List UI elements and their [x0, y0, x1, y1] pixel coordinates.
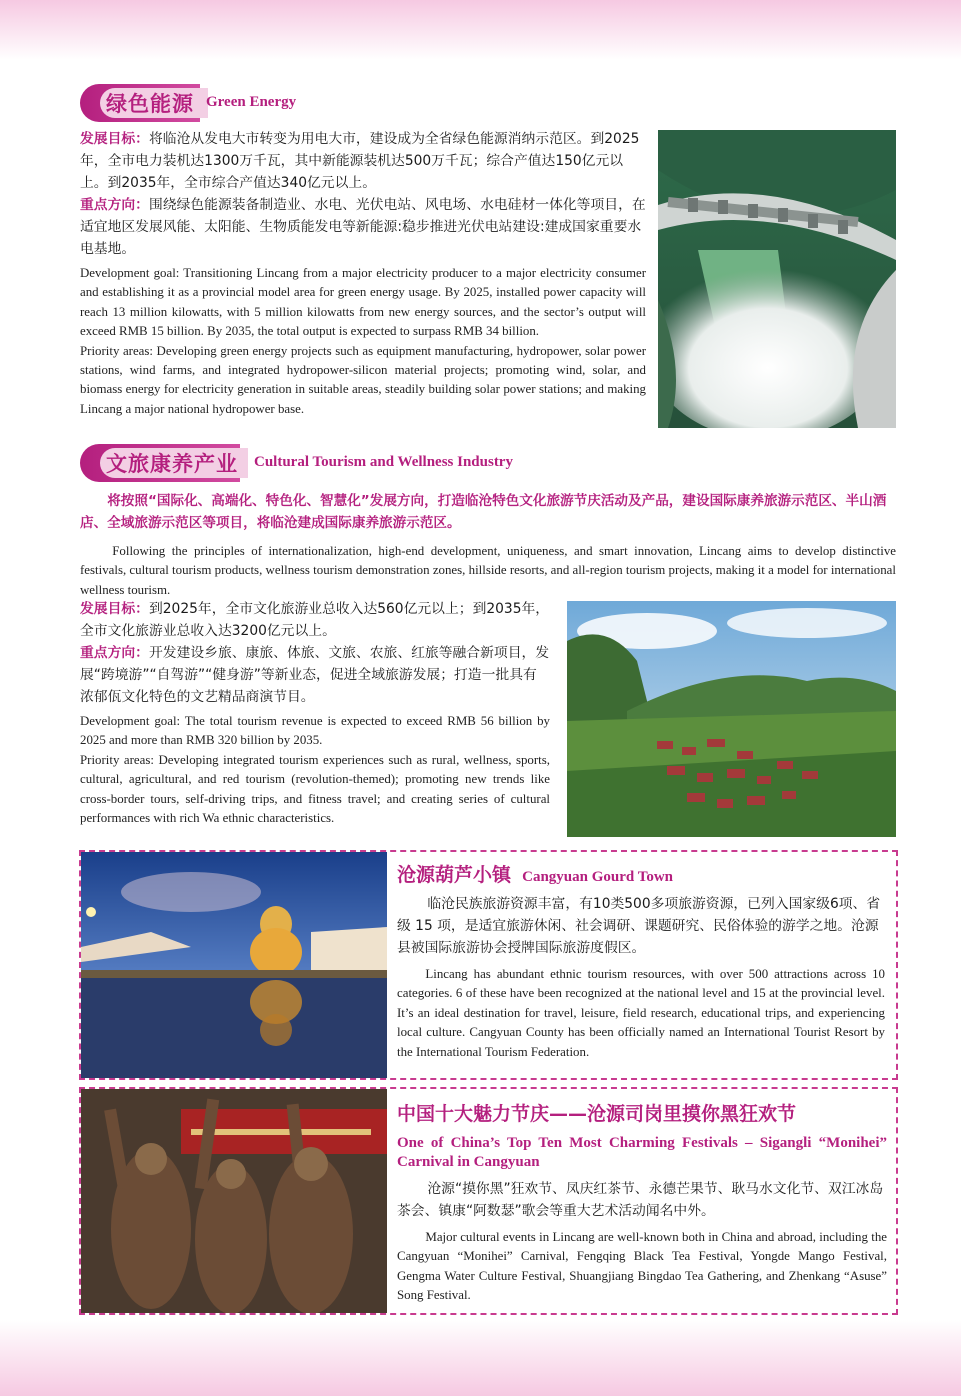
focus-paragraph-en: Priority areas: Developing integrated tourism experiences such as rural, wellness, sports, cultural, agricultural, and red tourism (revolution-themed); promoting new trends like cross-border tours, self-driving trips, and fitness travel; and creating series of cultural performances with rich Wa ethnic characteristics. [80, 752, 550, 826]
tourism-intro [80, 490, 896, 600]
intro-paragraph-en: Following the principles of internationalization, high-end development, uniqueness, and smart innovation, Lincang aims to develop distinctive festivals, cultural tourism products, wellness tourism demonstration zones, hillside resorts, and all-region tourism projects, making it a model for international wellness tourism. [80, 544, 896, 597]
section-title-en: Cultural Tourism and Wellness Industry [254, 454, 513, 470]
goal-paragraph-cn: 发展目标：将临沧从发电大市转变为用电大市，建设成为全省绿色能源消纳示范区。到2025年，全市电力装机达1300万千瓦，其中新能源装机达500万千瓦；综合产值达150亿元以上。到2035年，全市综合产值达340亿元以上。 [80, 131, 640, 191]
body-en: Major cultural events in Lincang are well-known both in China and abroad, including the Cangyuan “Monihei” Carnival, Fengqing Black Tea Festival, Yongde Mango Festival, Gengma Water Culture Festival, Shuangjiang Bingdao Tea Gathering, and Zhenkang “Asuse” Song Festival. [397, 1230, 887, 1303]
section-title-cn: 文旅康养产业 [106, 452, 238, 476]
carnival-statues-photo [81, 1089, 387, 1313]
body-cn: 临沧民族旅游资源丰富，有10类500多项旅游资源，已列入国家级6项、省级 15 项，是适宜旅游休闲、社会调研、课题研究、民俗体验的游学之地。沧源县被国际旅游协会授牌国际旅游度假区。 [397, 896, 881, 956]
festival-card [79, 1087, 898, 1315]
section-title-cn: 绿色能源 [106, 92, 194, 116]
gourd-town-title [397, 860, 885, 887]
mountain-village-photo [567, 601, 896, 837]
focus-paragraph-cn: 重点方向：开发建设乡旅、康旅、体旅、文旅、农旅、红旅等融合新项目，发展“跨境游”“自驾游”“健身游”等新业态，促进全域旅游发展；打造一批具有浓郁佤文化特色的文艺精品商演节目。 [80, 645, 550, 705]
goal-paragraph-en: Development goal: Transitioning Lincang from a major electricity producer to a major electricity consumer and establishing it as a provincial model area for green energy usage. By 2025, installed power capacity will reach 13 million kilowatts, with 5 million kilowatts from new energy sources, and the sector’s output will exceed RMB 15 billion. By 2035, the total output is expected to surpass RMB 34 billion. [80, 266, 646, 339]
section-title-en: Green Energy [206, 94, 297, 110]
title-cn: 中国十大魅力节庆——沧源司岗里摸你黑狂欢节 [397, 1103, 797, 1125]
green-energy-text [80, 128, 646, 419]
tourism-text [80, 598, 550, 828]
section-header-green-energy [80, 84, 480, 124]
gourd-town-photo [81, 852, 387, 1078]
title-cn: 沧源葫芦小镇 [397, 864, 512, 886]
title-en: One of China’s Top Ten Most Charming Festivals – Sigangli “Monihei” Carnival in Cangyuan [397, 1135, 887, 1170]
body-en: Lincang has abundant ethnic tourism resources, with over 500 attractions across 10 categories. 6 of these have been recognized at the national level and 15 at the provincial level. It’s an ideal destination for travel, leisure, field research, educational trips, and experiencing local culture. Cangyuan County has been officially named an International Tourist Resort by the International Tourism Federation. [397, 967, 885, 1059]
body-cn: 沧源“摸你黑”狂欢节、凤庆红茶节、永德芒果节、耿马水文化节、双江冰岛茶会、镇康“阿数瑟”歌会等重大艺术活动闻名中外。 [397, 1181, 884, 1219]
goal-paragraph-en: Development goal: The total tourism revenue is expected to exceed RMB 56 billion by 2025 and more than RMB 320 billion by 2035. [80, 714, 550, 748]
focus-paragraph-en: Priority areas: Developing green energy projects such as equipment manufacturing, hydropower, solar power stations, wind farms, and integrated hydropower-silicon material projects; promoting wind, solar, and biomass energy for electricity generation in suitable areas, steadily building solar power stations; and making Lincang a major national hydropower base. [80, 343, 646, 416]
intro-paragraph-cn: 将按照“国际化、高端化、特色化、智慧化”发展方向，打造临沧特色文化旅游节庆活动及产品，建设国际康养旅游示范区、半山酒店、全域旅游示范区等项目，将临沧建成国际康养旅游示范区。 [80, 493, 887, 531]
gourd-town-card [79, 850, 898, 1080]
focus-paragraph-cn: 重点方向：围绕绿色能源装备制造业、水电、光伏电站、风电场、水电硅材一体化等项目，在适宜地区发展风能、太阳能、生物质能发电等新能源:稳步推进光伏电站建设:建成国家重要水电基地。 [80, 197, 646, 257]
section-header-tourism [80, 444, 580, 484]
goal-paragraph-cn: 发展目标：到2025年，全市文化旅游业总收入达560亿元以上；到2035年，全市文化旅游业总收入达3200亿元以上。 [80, 601, 550, 639]
title-en: Cangyuan Gourd Town [522, 869, 674, 885]
hydropower-dam-photo [658, 130, 896, 428]
